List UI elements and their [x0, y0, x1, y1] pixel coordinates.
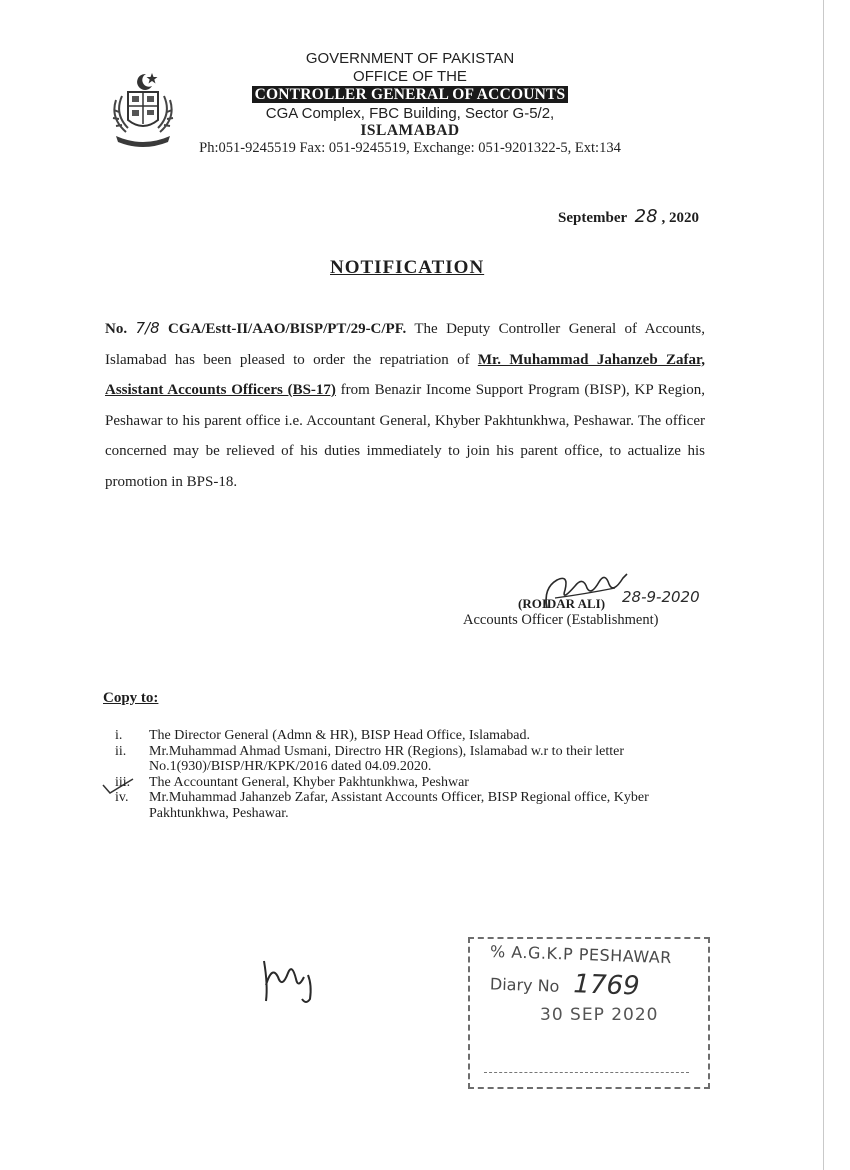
list-item-text: Mr.Muhammad Ahmad Usmani, Directro HR (Regions), Islamabad w.r to their letter No.1(930)/BISP/HR/KPK/2016 dated 04.09.2020.	[149, 743, 624, 774]
letterhead-department-text: CONTROLLER GENERAL OF ACCOUNTS	[252, 86, 569, 103]
stamp-date: 30 SEP 2020	[540, 1005, 659, 1025]
ref-number: 7/8	[135, 319, 160, 337]
list-item-number: iv.	[115, 790, 129, 805]
body-text-1: The Deputy Controller General of Accounts, Islamabad has been pleased to order the repatriation of	[105, 321, 706, 368]
list-item-number: iii.	[115, 774, 131, 790]
list-item-text: The Director General (Admn & HR), BISP Head Office, Islamabad.	[149, 728, 530, 743]
date-day: 28	[634, 206, 658, 227]
scan-edge-line	[823, 0, 824, 1170]
list-item	[103, 728, 713, 744]
page-title: NOTIFICATION	[330, 257, 485, 278]
stamp-diary-label: Diary No	[489, 974, 560, 996]
stamp-line	[484, 1072, 689, 1073]
stamp-diary	[490, 966, 641, 1001]
handwritten-initials	[258, 955, 333, 1005]
letterhead-government: GOVERNMENT OF PAKISTAN	[305, 50, 515, 67]
list-item	[103, 790, 713, 821]
date-year: , 2020	[661, 210, 700, 226]
list-item-number: i.	[115, 728, 123, 743]
signatory-name: (ROIDAR ALI)	[518, 596, 606, 611]
list-item	[103, 744, 713, 775]
letterhead-office: OFFICE OF THE	[353, 68, 467, 85]
letterhead-phone: Ph:051-9245519 Fax: 051-9245519, Exchange: 051-9201322-5, Ext:134	[199, 140, 621, 156]
copy-to-list	[103, 728, 713, 821]
stamp-diary-number: 1769	[572, 969, 641, 1002]
officer-name: Mr. Muhammad Jahanzeb Zafar, Assistant Accounts Officers (BS-17)	[105, 351, 705, 398]
notification-body	[105, 313, 705, 497]
stamp-office: % A.G.K.P PESHAWAR	[489, 941, 673, 968]
letterhead-department	[160, 86, 660, 104]
list-item-number: ii.	[115, 743, 127, 759]
date-month: September	[558, 210, 627, 226]
body-text-2: from Benazir Income Support Program (BISP), KP Region, Peshawar to his parent office i.e. Accountant General, Khyber Pakhtunkhwa, Peshawar. The officer concerned may be relieved of his duties immediately to join his parent office, to actualize his promotion in BPS-18.	[105, 382, 706, 490]
signatory-title: Accounts Officer (Establishment)	[463, 612, 659, 628]
list-item-text: The Accountant General, Khyber Pakhtunkhwa, Peshwar	[149, 774, 469, 790]
letterhead-address: CGA Complex, FBC Building, Sector G-5/2,	[265, 105, 555, 122]
letter-date	[558, 206, 699, 227]
ref-prefix: No.	[105, 321, 128, 337]
list-item	[103, 775, 713, 791]
copy-to-heading: Copy to:	[103, 690, 159, 706]
letterhead-city: ISLAMABAD	[360, 122, 460, 139]
signature-date: 28-9-2020	[622, 588, 700, 606]
list-item-text: Mr.Muhammad Jahanzeb Zafar, Assistant Accounts Officer, BISP Regional office, Kyber Pakhtunkhwa, Peshawar.	[149, 790, 649, 821]
ref-code: CGA/Estt-II/AAO/BISP/PT/29-C/PF.	[168, 321, 407, 337]
received-stamp	[468, 937, 710, 1089]
